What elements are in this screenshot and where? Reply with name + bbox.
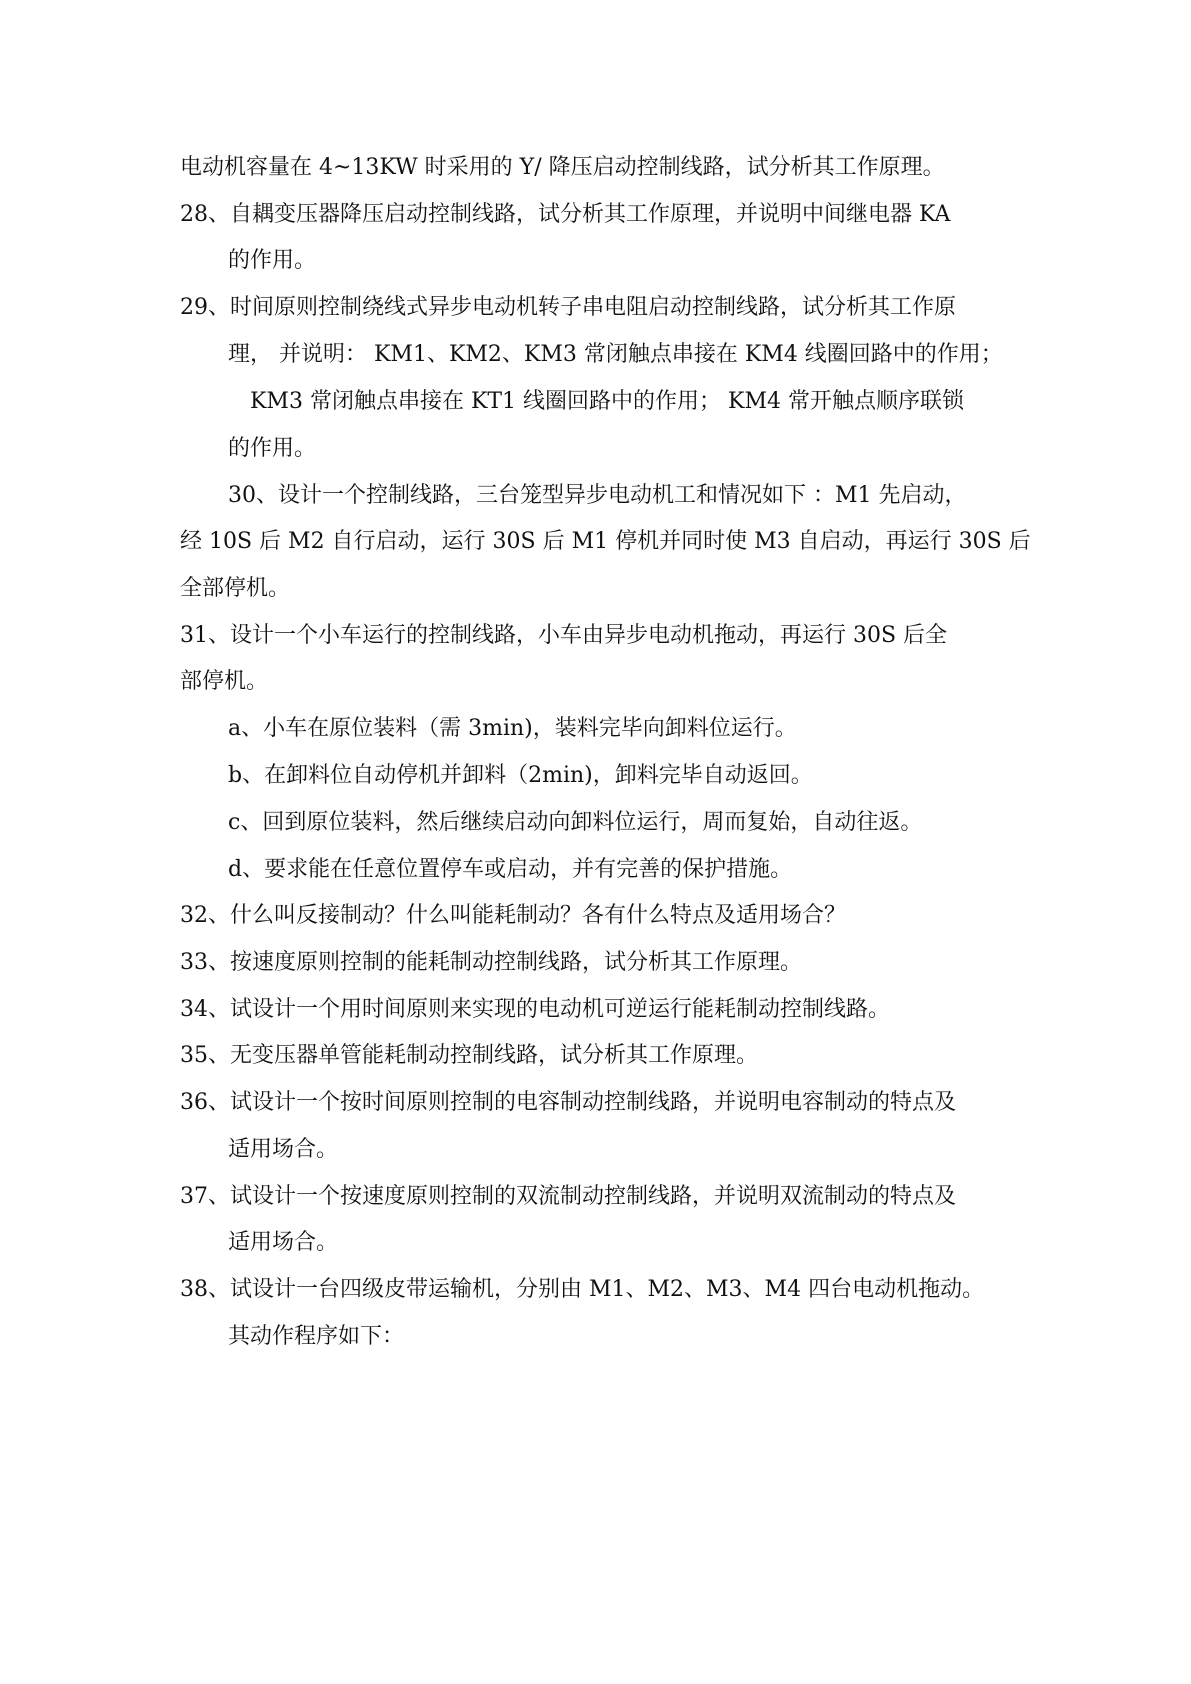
text-line: KM3 常闭触点串接在 KT1 线圈回路中的作用； KM4 常开触点顺序联锁 — [250, 389, 964, 414]
question-34: 34、试设计一个用时间原则来实现的电动机可逆运行能耗制动控制线路。 — [180, 997, 890, 1022]
question-37: 37、试设计一个按速度原则控制的双流制动控制线路，并说明双流制动的特点及 — [180, 1184, 956, 1209]
list-item-b: b、在卸料位自动停机并卸料（2min)，卸料完毕自动返回。 — [228, 763, 813, 788]
text-line: 部停机。 — [180, 669, 269, 694]
question-31: 31、设计一个小车运行的控制线路，小车由异步电动机拖动，再运行 30S 后全 — [180, 623, 948, 648]
question-33: 33、按速度原则控制的能耗制动控制线路，试分析其工作原理。 — [180, 950, 802, 975]
question-30: 30、设计一个控制线路，三台笼型异步电动机工和情况如下 ：M1 先启动， — [228, 483, 967, 508]
list-item-d: d、要求能在任意位置停车或启动，并有完善的保护措施。 — [228, 857, 793, 882]
text-line: 全部停机。 — [180, 576, 291, 601]
text-line: 电动机容量在 4~13KW 时采用的 Y/ 降压启动控制线路，试分析其工作原理。 — [180, 155, 945, 180]
text-line: 经 10S 后 M2 自行启动，运行 30S 后 M1 停机并同时使 M3 自启动，再运行 30S 后 — [180, 529, 1031, 554]
question-35: 35、无变压器单管能耗制动控制线路，试分析其工作原理。 — [180, 1043, 758, 1068]
list-item-c: c、回到原位装料，然后继续启动向卸料位运行，周而复始，自动往返。 — [228, 810, 923, 835]
question-36: 36、试设计一个按时间原则控制的电容制动控制线路，并说明电容制动的特点及 — [180, 1090, 956, 1115]
list-item-a: a、小车在原位装料（需 3min)，装料完毕向卸料位运行。 — [228, 716, 797, 741]
text-line: 其动作程序如下： — [228, 1324, 405, 1349]
question-32: 32、什么叫反接制动？什么叫能耗制动？各有什么特点及适用场合？ — [180, 903, 846, 928]
text-line: 适用场合。 — [228, 1137, 339, 1162]
question-38: 38、试设计一台四级皮带运输机，分别由 M1、M2、M3、M4 四台电动机拖动。 — [180, 1277, 985, 1302]
text-line: 理， 并说明： KM1、KM2、KM3 常闭触点串接在 KM4 线圈回路中的作用； — [228, 342, 1003, 367]
text-line: 的作用。 — [228, 248, 317, 273]
question-29: 29、时间原则控制绕线式异步电动机转子串电阻启动控制线路，试分析其工作原 — [180, 295, 956, 320]
text-line: 的作用。 — [228, 436, 317, 461]
text-line: 适用场合。 — [228, 1230, 339, 1255]
question-28: 28、自耦变压器降压启动控制线路，试分析其工作原理，并说明中间继电器 KA — [180, 202, 951, 227]
